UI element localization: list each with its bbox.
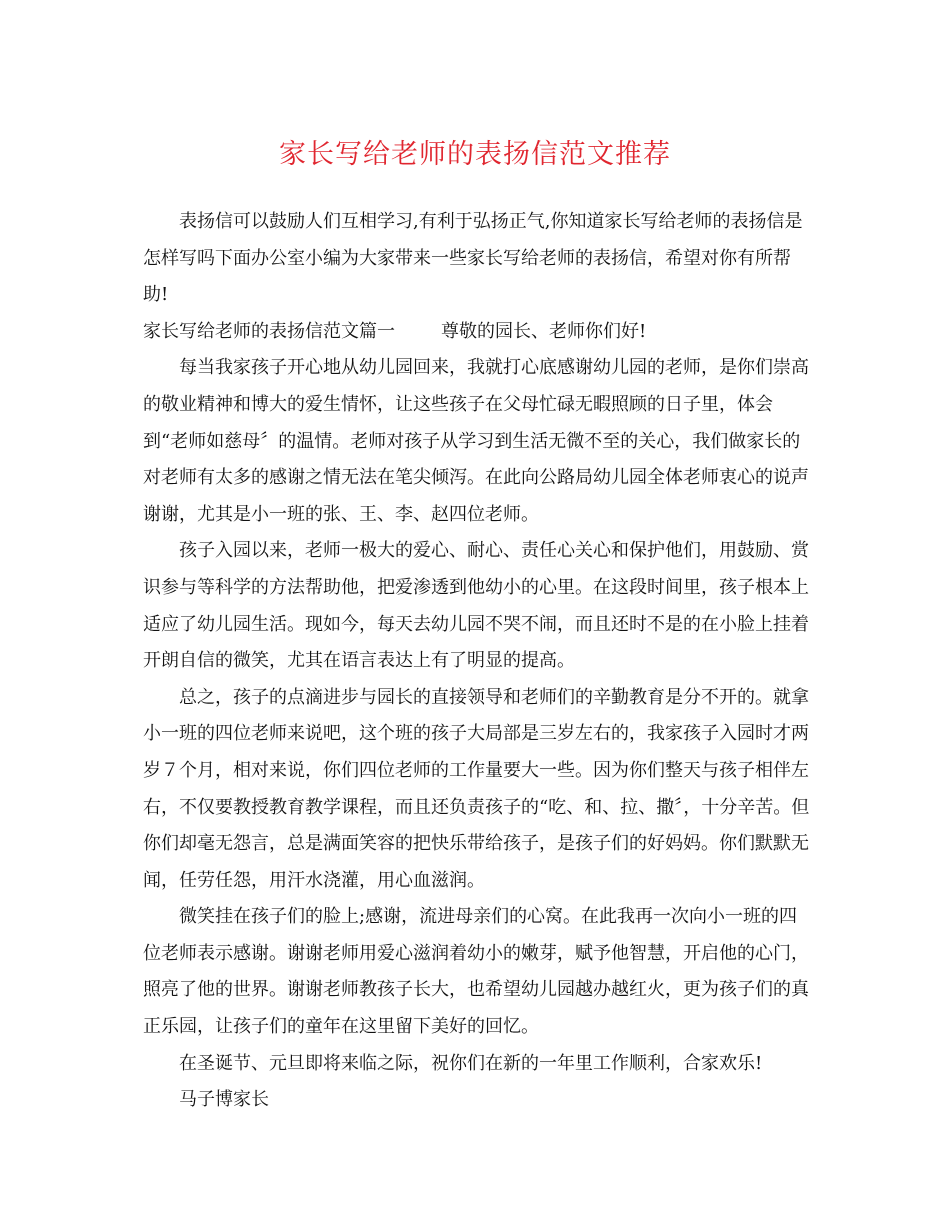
body-paragraph-3: 总之，孩子的点滴进步与园长的直接领导和老师们的辛勤教育是分不开的。就拿小一班的四位老师来说吧，这个班的孩子大局部是三岁左右的，我家孩子入园时才两岁７个月，相对来说，你们四位老师的工作量要大一些。因为你们整天与孩子相伴左右，不仅要教授教育教学课程，而且还负责孩子的“吃、和、拉、撒〞，十分辛苦。但你们却毫无怨言，总是满面笑容的把快乐带给孩子，是孩子们的好妈妈。你们默默无闻，任劳任怨，用汗水浇灌，用心血滋润。 <box>143 686 810 891</box>
section-heading: 家长写给老师的表扬信范文篇一 <box>143 320 395 342</box>
document-body <box>143 204 815 1119</box>
salutation: 尊敬的园长、老师你们好! <box>441 320 647 342</box>
intro-paragraph: 表扬信可以鼓励人们互相学习,有利于弘扬正气,你知道家长写给老师的表扬信是怎样写吗下面办公室小编为大家带来一些家长写给老师的表扬信，希望对你有所帮助! <box>143 211 803 306</box>
body-paragraph-5: 在圣诞节、元旦即将来临之际，祝你们在新的一年里工作顺利，合家欢乐! <box>179 1052 763 1074</box>
document-title: 家长写给老师的表扬信范文推荐 <box>279 139 671 170</box>
section-heading-line <box>143 314 815 351</box>
body-paragraph-4: 微笑挂在孩子们的脸上;感谢，流进母亲们的心窝。在此我再一次向小一班的四位老师表示感谢。谢谢老师用爱心滋润着幼小的嫩芽，赋予他智慧，开启他的心门，照亮了他的世界。谢谢老师教孩子长大，也希望幼儿园越办越红火，更为孩子们的真正乐园，让孩子们的童年在这里留下美好的回忆。 <box>143 906 809 1038</box>
body-paragraph-2: 孩子入园以来，老师一极大的爱心、耐心、责任心关心和保护他们，用鼓励、赏识参与等科学的方法帮助他，把爱渗透到他幼小的心里。在这段时间里，孩子根本上适应了幼儿园生活。现如今，每天去幼儿园不哭不闹，而且还时不是的在小脸上挂着开朗自信的微笑，尤其在语言表达上有了明显的提高。 <box>143 540 809 672</box>
signature: 马子博家长 <box>179 1089 269 1111</box>
body-paragraph-1: 每当我家孩子开心地从幼儿园回来，我就打心底感谢幼儿园的老师，是你们崇高的敬业精神和博大的爱生情怀，让这些孩子在父母忙碌无暇照顾的日子里，体会到“老师如慈母〞的温情。老师对孩子从学习到生活无微不至的关心，我们做家长的对老师有太多的感谢之情无法在笔尖倾泻。在此向公路局幼儿园全体老师衷心的说声谢谢，尤其是小一班的张、王、李、赵四位老师。 <box>143 357 809 525</box>
